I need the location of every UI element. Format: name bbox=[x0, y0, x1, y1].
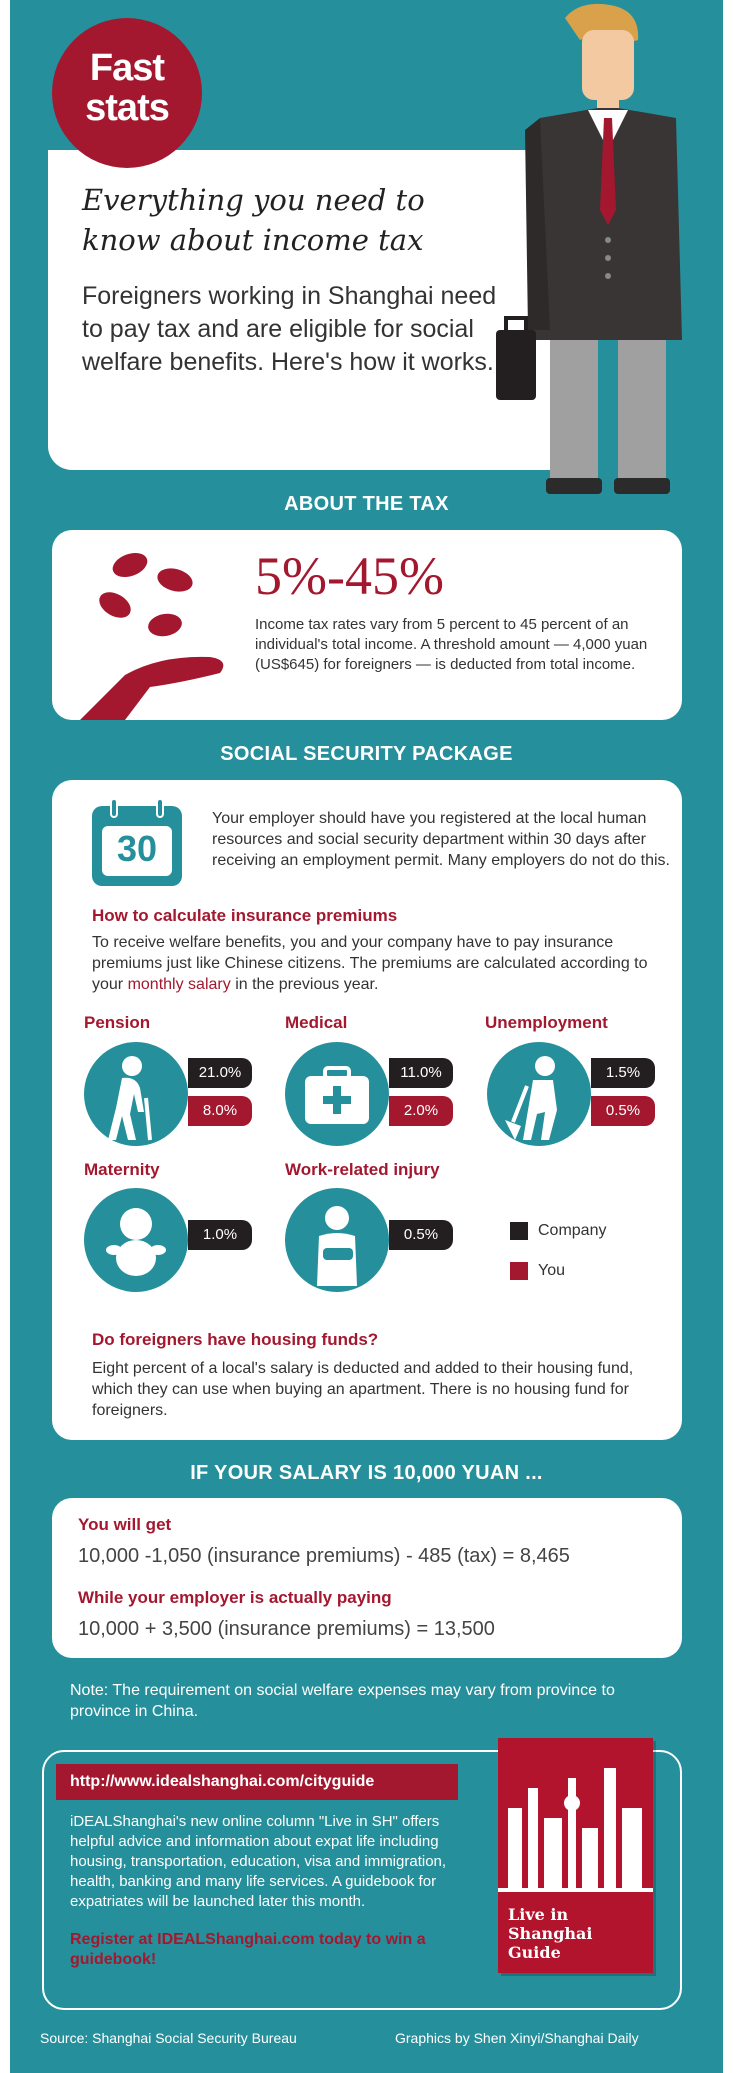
premiums-text bbox=[92, 932, 652, 995]
injury-company-rate: 0.5% bbox=[389, 1220, 453, 1250]
employer-pays-title: While your employer is actually paying bbox=[78, 1588, 392, 1607]
unemployment-icon-circle bbox=[487, 1042, 591, 1146]
medical-icon-circle bbox=[285, 1042, 389, 1146]
tax-description: Income tax rates vary from 5 percent to 45 percent of an individual's total income. A threshold amount — 4,000 yuan (US$645) for foreigners — is deducted from total income. bbox=[255, 616, 648, 673]
medical-company-rate: 11.0% bbox=[389, 1058, 453, 1088]
legend-you-label: You bbox=[538, 1262, 565, 1279]
maternity-company-rate: 1.0% bbox=[188, 1220, 252, 1250]
maternity-icon-circle bbox=[84, 1188, 188, 1292]
injured-arm-icon bbox=[285, 1188, 389, 1292]
badge-line-2: stats bbox=[85, 87, 169, 129]
premiums-highlight: monthly salary bbox=[127, 976, 231, 993]
medical-you-rate: 2.0% bbox=[389, 1096, 453, 1126]
about-tax-heading: ABOUT THE TAX bbox=[284, 493, 449, 515]
calendar-day: 30 bbox=[116, 828, 158, 869]
elderly-person-icon bbox=[84, 1042, 188, 1146]
worker-shovel-icon bbox=[487, 1042, 591, 1146]
registration-text: Your employer should have you registered at the local human resources and social security department within 30 days after receiving an employment permit. Many employers do not do this. bbox=[212, 810, 670, 869]
intro-text: Foreigners working in Shanghai need to pay tax and are eligible for social welfare benefits. Here's how it works. bbox=[82, 282, 497, 376]
title-line-1: Everything you need to bbox=[82, 183, 425, 217]
social-security-heading: SOCIAL SECURITY PACKAGE bbox=[220, 743, 513, 765]
note-text: Note: The requirement on social welfare expenses may vary from province to province in China. bbox=[70, 1682, 615, 1720]
calendar-icon bbox=[92, 798, 182, 886]
page-title bbox=[82, 180, 482, 260]
injury-title: Work-related injury bbox=[285, 1160, 440, 1179]
premiums-title: How to calculate insurance premiums bbox=[92, 906, 398, 925]
guide-url-link[interactable]: http://www.idealshanghai.com/cityguide bbox=[56, 1764, 458, 1800]
guidebook-title: Live in Shanghai Guide bbox=[508, 1905, 593, 1962]
badge-line-1: Fast bbox=[89, 47, 165, 89]
premiums-text-end: in the previous year. bbox=[235, 976, 379, 993]
legend-company-swatch bbox=[510, 1222, 528, 1240]
you-get-calc: 10,000 -1,050 (insurance premiums) - 485 (tax) = 8,465 bbox=[78, 1545, 570, 1567]
employer-pays-calc: 10,000 + 3,500 (insurance premiums) = 13,500 bbox=[78, 1618, 495, 1640]
legend-company-label: Company bbox=[538, 1222, 607, 1239]
you-get-title: You will get bbox=[78, 1515, 172, 1534]
guide-cta: Register at IDEALShanghai.com today to win a guidebook! bbox=[70, 1931, 426, 1968]
city-skyline-icon bbox=[498, 1748, 653, 1898]
maternity-title: Maternity bbox=[84, 1160, 160, 1179]
medical-kit-icon bbox=[285, 1042, 389, 1146]
fast-stats-badge bbox=[52, 18, 202, 168]
pension-you-rate: 8.0% bbox=[188, 1096, 252, 1126]
guide-text: iDEALShanghai's new online column "Live in SH" offers helpful advice and information about expat life including housing, transportation, education, visa and immigration, health, banking and many life services. A guidebook for expatriates will be launched later this month. bbox=[70, 1813, 447, 1910]
housing-text: Eight percent of a local's salary is deducted and added to their housing fund, which they can use when buying an apartment. There is no housing fund for foreigners. bbox=[92, 1360, 634, 1419]
legend-you-swatch bbox=[510, 1262, 528, 1280]
unemployment-title: Unemployment bbox=[485, 1013, 608, 1032]
coins-hand-icon bbox=[70, 545, 245, 720]
salary-heading: IF YOUR SALARY IS 10,000 YUAN ... bbox=[190, 1462, 543, 1484]
medical-title: Medical bbox=[285, 1013, 348, 1032]
pension-title: Pension bbox=[84, 1013, 151, 1032]
title-line-2: know about income tax bbox=[82, 223, 424, 257]
premiums-text-start: To receive welfare benefits, you and your company have to pay insurance premiums just like Chinese citizens. The premiums are calculated according to your bbox=[92, 934, 648, 993]
graphics-credit: Graphics by Shen Xinyi/Shanghai Daily bbox=[395, 2030, 639, 2046]
pension-icon-circle bbox=[84, 1042, 188, 1146]
source-credit: Source: Shanghai Social Security Bureau bbox=[40, 2030, 297, 2046]
baby-icon bbox=[84, 1188, 188, 1292]
pension-company-rate: 21.0% bbox=[188, 1058, 252, 1088]
injury-icon-circle bbox=[285, 1188, 389, 1292]
tax-range: 5%-45% bbox=[255, 546, 444, 606]
unemployment-you-rate: 0.5% bbox=[591, 1096, 655, 1126]
businessman-illustration bbox=[470, 0, 723, 500]
housing-title: Do foreigners have housing funds? bbox=[92, 1330, 379, 1349]
unemployment-company-rate: 1.5% bbox=[591, 1058, 655, 1088]
